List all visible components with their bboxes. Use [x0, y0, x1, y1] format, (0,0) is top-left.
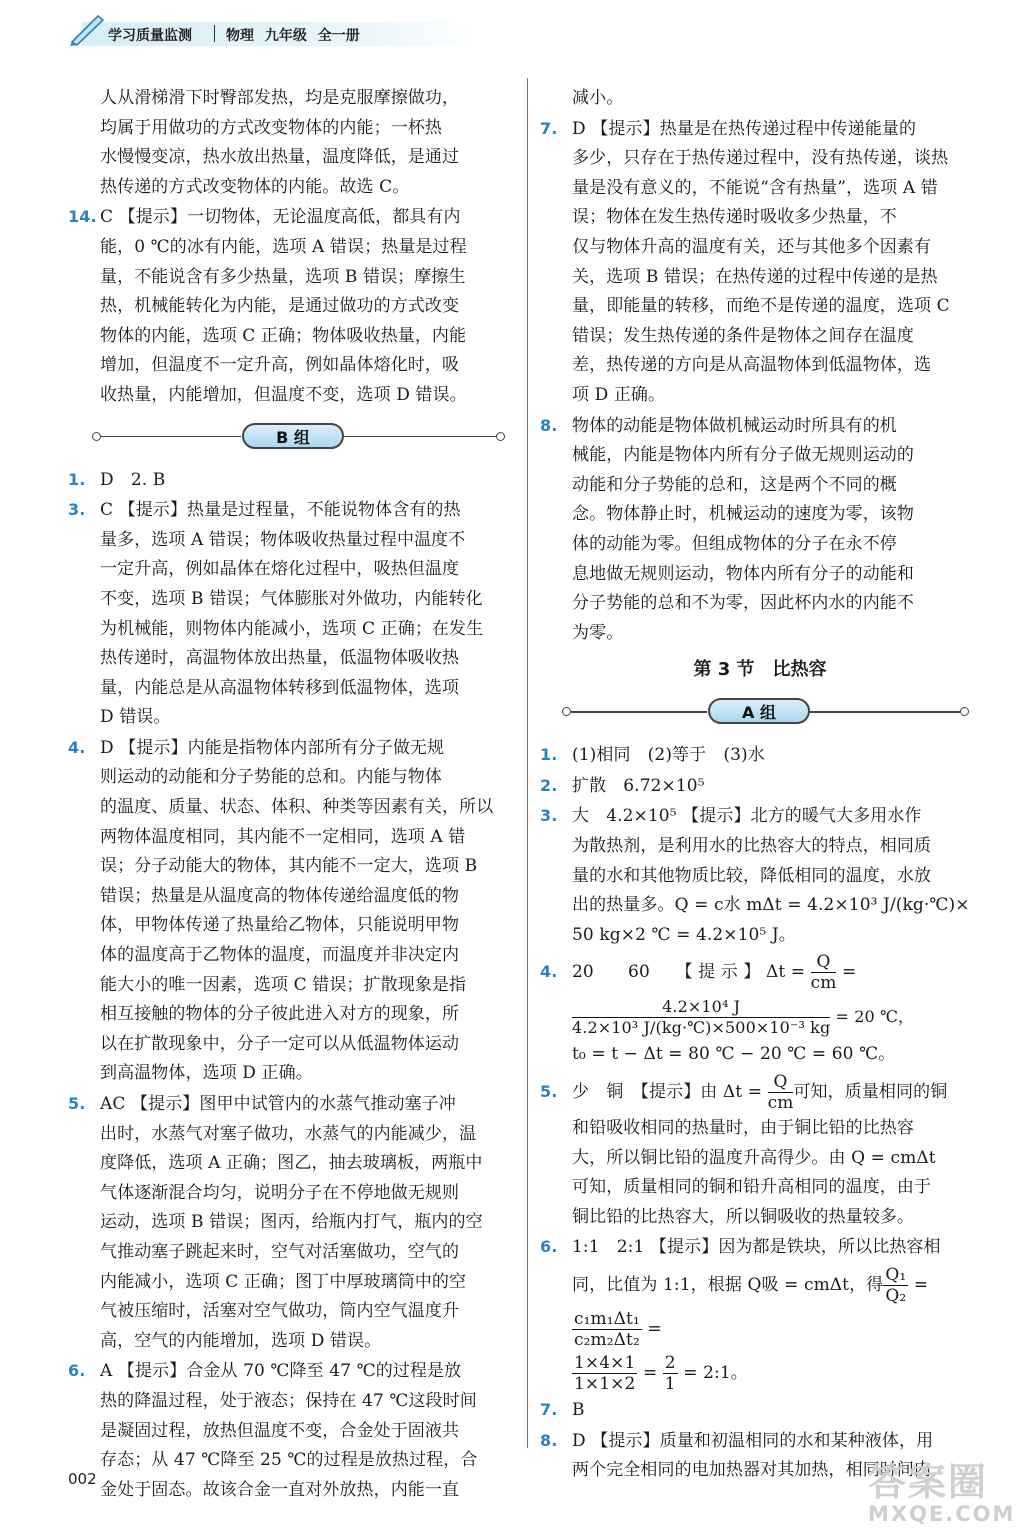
fraction: [663, 1353, 678, 1394]
text-line: t₀ = t − Δt = 80 ℃ − 20 ℃ = 60 ℃。: [572, 1044, 896, 1065]
answer-a5: [540, 1070, 980, 1232]
text-line: 分子势能的总和不为零，因此杯内水的内能不: [572, 593, 914, 614]
text-line: 扩散 6.72×10⁵: [572, 775, 705, 796]
watermark-text: 答案圈: [868, 1460, 989, 1504]
question-number: 6.: [68, 1361, 86, 1381]
text-line: AC 【提示】图甲中试管内的水蒸气推动塞子冲: [100, 1094, 456, 1114]
text-line: 的温度、质量、状态、体积、种类等因素有关，所以: [100, 797, 494, 818]
text-line: 仅与物体升高的温度有关，还与其他多个因素有: [572, 236, 932, 257]
text-line: 体的温度高于乙物体的温度，而温度并非决定内: [100, 945, 460, 966]
header-separator: [214, 25, 215, 42]
banner-dot: [960, 707, 969, 716]
answer-13-continued: [68, 84, 520, 202]
banner-dot: [496, 432, 505, 441]
text-line: 关，选项 B 错误；在热传递的过程中传递的是热: [572, 266, 938, 287]
banner-line: [344, 436, 496, 438]
text-line: 两物体温度相同，其内能不一定相同，选项 A 错: [100, 826, 466, 847]
text-line: (1)相同 (2)等于 (3)水: [572, 745, 765, 766]
question-number: 3.: [68, 500, 86, 520]
text-line: D 错误。: [100, 707, 171, 728]
fraction-denominator: Q₂: [885, 1286, 907, 1306]
question-number: 7.: [540, 118, 558, 138]
text-line: =: [908, 1275, 929, 1295]
text-line: 是凝固过程，放热但温度不变，合金处于固液共: [100, 1420, 460, 1441]
fraction-denominator: 4.2×10³ J/(kg·℃)×500×10⁻³ kg: [572, 1018, 831, 1038]
text-line: 均属于用做功的方式改变物体的内能；一杯热: [100, 117, 442, 138]
column-divider: [527, 78, 528, 1448]
text-line: 收热量，内能增加，但温度不变，选项 D 错误。: [100, 384, 467, 405]
text-line: 能大小的唯一因素，选项 C 错误；扩散现象是指: [100, 974, 467, 995]
text-line: 一定升高，例如晶体在熔化过程中，吸热但温度: [100, 559, 460, 580]
text-line: 气体逐渐混合均匀，说明分子在不停地做无规则: [100, 1182, 460, 1203]
text-line: 高，空气的内能增加，选项 D 错误。: [100, 1330, 382, 1351]
text-line: 为机械能，则物体内能减小，选项 C 正确；在发生: [100, 618, 484, 639]
text-line: 50 kg×2 ℃ = 4.2×10⁵ J。: [572, 924, 796, 945]
text-line: D 【提示】内能是指物体内部所有分子做无规: [100, 737, 445, 758]
text-line: 物体的内能，选项 C 正确；物体吸收热量，内能: [100, 325, 467, 346]
fraction-numerator: Q: [811, 952, 837, 973]
answer-b1-b2: [68, 465, 520, 496]
text-line: 量的水和其他物质比较，降低相同的温度，水放: [572, 865, 932, 886]
text-line: 内能减小，选项 C 正确；图丁中厚玻璃筒中的空: [100, 1271, 467, 1292]
fraction-denominator: cm: [810, 973, 837, 994]
text-line: 出时，水蒸气对塞子做功，水蒸气的内能减少，温: [100, 1123, 477, 1144]
text-line: B: [572, 1400, 585, 1420]
question-number: 4.: [540, 962, 558, 982]
text-line: 热传递时，高温物体放出热量，低温物体吸收热: [100, 648, 460, 669]
answer-a7: [540, 1395, 980, 1426]
right-column: [540, 84, 980, 1486]
group-b-banner: [68, 419, 520, 455]
fraction: [572, 1309, 642, 1350]
text-line: 念。物体静止时，机械运动的速度为零，该物: [572, 504, 914, 525]
text-line: 气推动塞子跳起来时，空气对活塞做功，空气的: [100, 1241, 460, 1262]
text-line: 同，比值为 1:1，根据 Q吸 = cmΔt，得: [572, 1275, 884, 1295]
text-line: 热传递的方式改变物体的内能。故选 C。: [100, 176, 410, 197]
text-line: 误；物体在发生热传递时吸收多少热量，不: [572, 207, 897, 228]
text-line: D 【提示】热量是在热传递过程中传递能量的: [572, 118, 917, 139]
text-line: 金处于固态。故该合金一直对外放热，内能一直: [100, 1479, 460, 1500]
banner-dot: [92, 432, 101, 441]
text-line: 大，所以铜比铅的温度升高得少。由 Q = cmΔt: [572, 1147, 936, 1168]
text-line: =: [637, 1363, 663, 1383]
running-header: [60, 8, 490, 48]
text-line: 热，机械能转化为内能，是通过做功的方式改变: [100, 296, 460, 317]
text-line: 铜比铅的比热容大，所以铜吸收的热量较多。: [572, 1206, 914, 1227]
text-line: 和铅吸收相同的热量时，由于铜比铅的比热容: [572, 1118, 914, 1139]
text-line: D 【提示】质量和初温相同的水和某种液体，用: [572, 1430, 934, 1451]
question-number: 8.: [540, 1430, 558, 1450]
text-line: 能，0 ℃的冰有内能，选项 A 错误；热量是过程: [100, 236, 467, 257]
answer-b6: [68, 1356, 520, 1505]
text-line: 息地做无规则运动，物体内所有分子的动能和: [572, 563, 914, 584]
group-a-label: A 组: [708, 698, 810, 724]
question-number: 1.: [540, 745, 558, 765]
watermark-logo: [868, 1462, 1015, 1526]
text-line: = 20 ℃，: [830, 1007, 915, 1027]
text-line: 少 铜 【提示】由 Δt =: [572, 1082, 768, 1103]
fraction: [572, 1353, 637, 1394]
text-line: = 2:1。: [677, 1363, 748, 1383]
question-number: 7.: [540, 1400, 558, 1419]
text-line: 气被压缩时，活塞对空气做功，筒内空气温度升: [100, 1301, 460, 1322]
text-line: 出的热量多。Q = c水 mΔt = 4.2×10³ J/(kg·℃)×: [572, 895, 970, 916]
text-line: C 【提示】热量是过程量，不能说物体含有的热: [100, 500, 461, 521]
question-number: 1.: [68, 469, 86, 489]
fraction: [768, 1072, 794, 1113]
text-line: =: [836, 962, 857, 983]
answer-b5: [68, 1089, 520, 1356]
text-line: 1:1 2:1 【提示】因为都是铁块，所以比热容相: [572, 1237, 941, 1258]
fraction-denominator: 1: [664, 1374, 676, 1394]
banner-line: [810, 711, 960, 713]
text-line: 则运动的动能和分子势能的总和。内能与物体: [100, 767, 442, 788]
answer-a6: [540, 1232, 980, 1395]
text-line: 量是没有意义的，不能说“含有热量”，选项 A 错: [572, 177, 938, 198]
answer-b4: [68, 733, 520, 1089]
text-line: 项 D 正确。: [572, 384, 666, 405]
answer-a2: [540, 771, 980, 802]
fraction: [811, 952, 837, 993]
text-line: 运动，选项 B 错误；图丙，给瓶内打气，瓶内的空: [100, 1212, 483, 1233]
fraction-numerator: 4.2×10⁴ J: [572, 997, 830, 1018]
fraction-numerator: Q₁: [885, 1265, 907, 1285]
question-number: 5.: [68, 1094, 86, 1113]
text-line: 体，甲物体传递了热量给乙物体，只能说明甲物: [100, 915, 460, 936]
pen-icon: [68, 12, 108, 46]
question-number: 8.: [540, 415, 558, 435]
fraction-numerator: Q: [768, 1072, 794, 1093]
text-line: 错误；热量是从温度高的物体传递给温度低的物: [100, 885, 460, 906]
text-line: 到高温物体，选项 D 正确。: [100, 1063, 313, 1084]
question-number: 4.: [68, 737, 86, 757]
answer-a3: [540, 801, 980, 950]
text-line: 水慢慢变凉，热水放出热量，温度降低，是通过: [100, 147, 460, 168]
text-line: C 【提示】一切物体，无论温度高低，都具有内: [100, 207, 461, 228]
text-line: 错误；发生热传递的条件是物体之间存在温度: [572, 325, 914, 346]
text-line: 物体的动能是物体做机械运动时所具有的机: [572, 415, 897, 436]
answer-7: [540, 114, 980, 411]
text-line: 可知，质量相同的铜和铅升高相同的温度，由于: [572, 1177, 932, 1198]
fraction-numerator: 2: [664, 1353, 676, 1373]
text-line: 械能，内能是物体内所有分子做无规则运动的: [572, 445, 914, 466]
text-line: A 【提示】合金从 70 ℃降至 47 ℃的过程是放: [100, 1361, 462, 1382]
watermark-url: MXQE.COM: [868, 1502, 1016, 1526]
answer-b3: [68, 495, 520, 733]
question-number: 5.: [540, 1082, 558, 1102]
text-line: 误；分子动能大的物体，其内能不一定大，选项 B: [100, 856, 478, 877]
text-line: 可知，质量相同的铜: [793, 1082, 948, 1103]
text-line: 两个完全相同的电加热器对其加热，相同时间内: [572, 1460, 932, 1481]
banner-line: [101, 436, 241, 438]
text-line: 量，即能量的转移，而绝不是传递的温度，选项 C: [572, 296, 950, 317]
text-line: 体的动能为零。但组成物体的分子在永不停: [572, 533, 897, 554]
question-number: 3.: [540, 806, 558, 826]
fraction: [883, 1265, 908, 1306]
text-line: 量多，选项 A 错误；物体吸收热量过程中温度不: [100, 529, 466, 550]
text-line: 20 60 【 提 示 】 Δt =: [572, 962, 811, 983]
left-column: [68, 84, 520, 1505]
text-line: 动能和分子势能的总和，这是两个不同的概: [572, 474, 897, 495]
fraction-denominator: cm: [767, 1093, 794, 1114]
answer-6-continued: 减小。: [572, 88, 624, 108]
text-line: 量，不能说含有多少热量，选项 B 错误；摩擦生: [100, 266, 466, 287]
fraction-denominator: c₂m₂Δt₂: [574, 1330, 640, 1350]
text-line: 以在扩散现象中，分子一定可以从低温物体运动: [100, 1033, 460, 1054]
series-title: 学习质量监测: [108, 28, 192, 44]
text-line: 人从滑梯滑下时臀部发热，均是克服摩擦做功，: [100, 88, 460, 108]
answer-a4: [540, 950, 980, 1070]
subject-line: 物理 九年级 全一册: [226, 28, 360, 44]
text-line: 相互接触的物体的分子彼此进入对方的现象，所: [100, 1004, 460, 1025]
answer-8: [540, 411, 980, 649]
fraction-denominator: 1×1×2: [574, 1374, 636, 1394]
fraction-numerator: c₁m₁Δt₁: [574, 1309, 640, 1329]
fraction-numerator: 1×4×1: [574, 1353, 636, 1373]
text-line: =: [641, 1319, 662, 1339]
text-line: 差，热传递的方向是从高温物体到低温物体，选: [572, 355, 932, 376]
text-line: 量，内能总是从高温物体转移到低温物体，选项: [100, 677, 460, 698]
text-line: 增加，但温度不一定升高，例如晶体熔化时，吸: [100, 355, 460, 376]
question-number: 2.: [540, 775, 558, 795]
text-line: D 2. B: [100, 469, 166, 490]
answer-a1: [540, 740, 980, 771]
text-line: 大 4.2×10⁵ 【提示】北方的暖气大多用水作: [572, 806, 922, 827]
text-line: 存态；从 47 ℃降至 25 ℃的过程是放热过程，合: [100, 1450, 478, 1471]
fraction: [572, 997, 830, 1038]
answer-14: [68, 202, 520, 410]
group-b-label: B 组: [242, 423, 344, 449]
text-line: 度降低，选项 A 正确；图乙，抽去玻璃板，两瓶中: [100, 1153, 483, 1174]
question-number: 6.: [540, 1237, 558, 1257]
banner-line: [571, 711, 707, 713]
page-number: 002: [68, 1470, 97, 1488]
question-number: 14.: [68, 207, 97, 227]
text-line: 热的降温过程，处于液态；保持在 47 ℃这段时间: [100, 1390, 477, 1411]
text-line: 为零。: [572, 622, 624, 643]
text-line: 为散热剂，是利用水的比热容大的特点，相同质: [572, 836, 932, 857]
banner-dot: [562, 707, 571, 716]
text-line: 多少，只存在于热传递过程中，没有热传递，谈热: [572, 148, 949, 169]
text-line: 不变，选项 B 错误；气体膨胀对外做功，内能转化: [100, 588, 483, 609]
section-title: 第 3 节 比热容: [693, 659, 827, 681]
group-a-banner: [540, 694, 980, 730]
